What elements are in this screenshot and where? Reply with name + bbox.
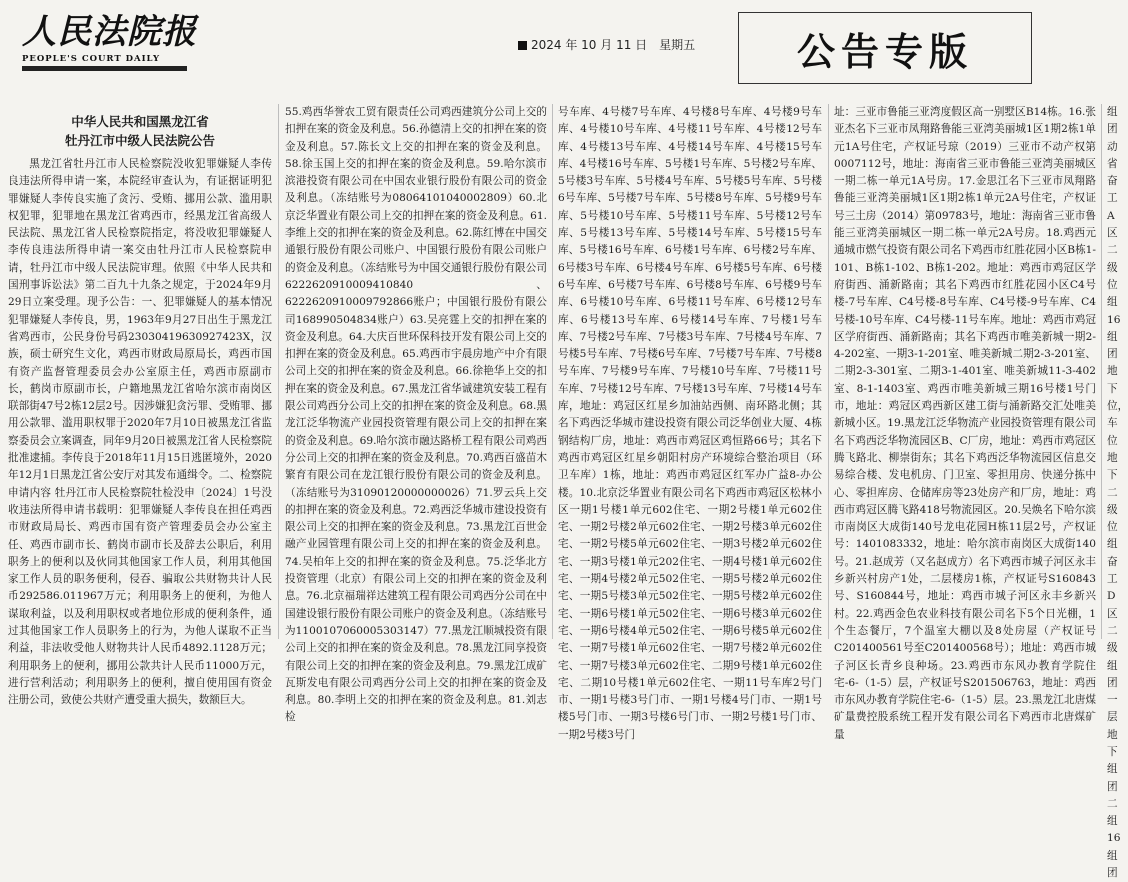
notice-title <box>8 112 272 150</box>
column-5-text: 组团动省奋工A区二级位组16组团地下位，车位地下二级位组奋工D区二级组团一层地下组团二组16组团 <box>1107 106 1128 880</box>
column-5 <box>1107 104 1128 880</box>
column-divider <box>1101 104 1102 639</box>
column-2 <box>285 104 547 724</box>
column-2-text: 55.鸡西华誉农工贸有限责任公司鸡西建筑分公司上交的扣押在案的资金及利息。56.孙德清上交的扣押在案的资金及利息。57.陈长文上交的扣押在案的资金及利息。58.徐玉国上交的扣押在案的资金及利息。59.哈尔滨市滨港投资有限公司在中国农业银行股份有限公司的资金及利息。（冻结账号为08064101040002809）60.北京泛华置业有限公司上交的扣押在案的资金及利息。61.李维上交的扣押在案的资金及利息。62.陈红博在中国交通银行股份有限公司账户、中国银行股份有限公司账户的资金及利息。（冻结账号为中国交通银行股份有限公司6222620910009410840、6222620910009792866账户；中国银行股份有限公司168990504834账户）63.吴亮霆上交的扣押在案的资金及利息。64.大庆百世环保科技开发有限公司上交的扣押在案的资金及利息。65.鸡西市宇晨房地产中介有限公司上交的扣押在案的资金及利息。66.徐艳华上交的扣押在案的资金及利息。67.黑龙江省华诚建筑安装工程有限公司鸡西分公司上交的扣押在案的资金及利息。68.黑龙江泛华物流产业园投资管理有限公司上交的扣押在案的资金及利息。69.哈尔滨市融达路桥工程有限公司鸡西分公司上交的扣押在案的资金及利息。70.鸡西百盛苗木繁育有限公司在龙江银行股份有限公司的资金及利息。（冻结账号为31090120000000026）71.罗云兵上交的扣押在案的资金及利息。72.鸡西泛华城市建设投资有限公司上交的扣押在案的资金及利息。73.黑龙江百世金融产业园管理有限公司上交的扣押在案的资金及利息。74.吴柏年上交的扣押在案的资金及利息。75.泛华北方投资管理（北京）有限公司上交的扣押在案的资金及利息。76.北京福瑞祥达建筑工程有限公司鸡西分公司在中国建设银行股份有限公司账户的资金及利息。（冻结账号为110010706000530314​7）77.黑龙江顺城投资有限公司上交的扣押在案的资金及利息。78.黑龙江同享投资有限公司上交的扣押在案的资金及利息。79.黑龙江成矿瓦斯发电有限公司鸡西分公司上交的扣押在案的资金及利息。80.李明上交的扣押在案的资金及利息。81.刘志检 <box>285 106 547 724</box>
column-divider <box>552 104 553 639</box>
square-bullet-icon <box>518 41 527 50</box>
article-columns <box>0 104 1128 880</box>
notice-title-line2: 牡丹江市中级人民法院公告 <box>64 133 215 148</box>
column-divider <box>278 104 279 639</box>
notice-title-line1: 中华人民共和国黑龙江省 <box>71 114 209 129</box>
column-1 <box>8 104 272 707</box>
column-4-text: 址：三亚市鲁能三亚湾度假区高一别墅区B14栋。16.张亚杰名下三亚市凤翔路鲁能三亚湾美丽城1区1期2栋1单元1A号住宅，产权证号琼（2019）三亚市不动产权第0007112号，地址：海南省三亚市鲁能三亚湾美丽城区一期二栋一单元1A号房。17.金思江名下三亚市凤翔路鲁能三亚湾美丽城1区1期2栋1单元2A号住宅，产权证号三土房（2014）第09783号，地址：海南省三亚市鲁能三亚湾美丽城区一期二栋一单元2A号房。18.鸡西元通城市燃气投资有限公司名下鸡西市红胜花园小区B栋1-101、B栋1-102、B栋1-202。地址：鸡西市鸡冠区学府街西、涌新路南；其名下鸡西市红胜花园小区C4号楼-7号车库、C4号楼-8号车库、C4号楼-9号车库、C4号楼-10号车库、C4号楼-11号车库。地址：鸡西市鸡冠区学府街西、涌新路南；其名下鸡西市唯美新城一期2-4-202室、一期3-1-201室、唯美新城二期2-3-201室、二期2-3-301室、二期3-1-401室、唯美新城11-3-402室、8-1-1403室、鸡西市唯美新城三期16号楼1号门市，地址：鸡冠区鸡西新区建工街与涌新路交汇处唯美新城小区。19.黑龙江泛华物流产业园投资管理有限公司名下鸡西泛华物流园区B、C厂房，地址：鸡西市鸡冠区腾飞路北、柳崇街东；其名下鸡西泛华物流园区信息交易综合楼、发电机房、门卫室、零担用房、快递分拣中心、零担库房、仓储库房等23处房产和厂房，地址：鸡西市鸡冠区腾飞路418号物流园区。20.吴焕名下哈尔滨市南岗区大成街140号龙电花园H栋11层2号，产权证号：1401083332，地址：哈尔滨市南岗区大成街140号。21.赵成芳（又名赵成方）名下鸡西市城子河区永丰乡新兴村房产1处，二层楼房1栋，产权证号S160843号、S160844号，地址：鸡西市城子河区永丰乡新兴村。22.鸡西金色农业科技有限公司名下5个日光棚，1个生态餐厅，7个温室大棚以及8处房屋（产权证号C201400561号至C201400568号）；地址：鸡西市城子河区长青乡良种场。23.鸡西市东风办教育学院住宅-6-（1-5）层，产权证号S201506763，地址：鸡西市东风办教育学院住宅-6-（1-5）层。23.黑龙江北唐煤矿量费控股系统工程开发有限公司名下鸡西市北唐煤矿量 <box>834 106 1096 741</box>
newspaper-logo <box>22 12 197 76</box>
logo-underline <box>22 66 187 71</box>
column-divider <box>828 104 829 639</box>
logo-chinese: 人民法院报 <box>22 12 197 52</box>
section-banner <box>738 12 1032 84</box>
masthead <box>0 0 1125 100</box>
notice-body: 黑龙江省牡丹江市人民检察院没收犯罪嫌疑人李传良违法所得申请一案，本院经审查认为，有证据证明犯罪嫌疑人李传良实施了贪污、受贿、挪用公款、滥用职权犯罪，犯罪地在黑龙江省鸡西市，经黑龙江省高级人民法院、黑龙江省人民检察院指定，将没收犯罪嫌疑人李传良违法所得申请一案交由牡丹江市人民检察院申请，牡丹江市中级人民法院审理。依照《中华人民共和国刑事诉讼法》第二百九十九条之规定，于2024年9月29日立案受理。现予公告：一、犯罪嫌疑人的基本情况 犯罪嫌疑人李传良，男，1963年9月27日出生于黑龙江省鸡西市，公民身份号码23030419630927423X，汉族，硕士研究生文化，鸡西市财政局原局长，鸡西市国有资产监督管理委员会办公室原主任，鸡西市原副市长，鹤岗市原副市长，户籍地黑龙江省哈尔滨市南岗区联部街47号2栋12层2号。因涉嫌犯贪污罪、受贿罪、挪用公款罪、滥用职权罪于2020年7月10日被黑龙江省监察委员会立案调查，同年9月20日被黑龙江省人民检察院批准逮捕。李传良于2018年11月15日逃匿境外，2020年12月1日黑龙江省公安厅对其发布通缉令。二、检察院申请内容 牡丹江市人民检察院牡检没申〔2024〕1号没收违法所得申请书载明：犯罪嫌疑人李传良在担任鸡西市财政局局长、鸡西市国有资产管理委员会办公室主任、鸡西市副市长、鹤岗市副市长及辞去公职后，利用职务上的便利以及伙同其他国家工作人员，利用其他国家工作人员的职务便利，侵吞、骗取公共财物共计人民币292586.011967万元；利用职务上的便利，为他人谋取利益，以及利用职权或者地位形成的便利条件，通过其他国家工作人员职务上的行为，为他人谋取不正当利益，非法收受他人财物共计人民币4892.1128万元；利用职务上的便利，挪用公款共计人民币11000万元，进行营利活动；利用职务上的便利，擅自使用国有资金注册公司，致使公共财产遭受重大损失，数额巨大。 <box>8 158 272 707</box>
column-3 <box>558 104 822 741</box>
logo-english: PEOPLE'S COURT DAILY <box>22 54 161 64</box>
issue-date <box>518 36 695 53</box>
section-title: 公告专版 <box>796 28 973 74</box>
issue-date-text: 2024 年 10 月 11 日 星期五 <box>531 38 696 52</box>
column-4 <box>834 104 1096 741</box>
column-3-text: 号车库、4号楼7号车库、4号楼8号车库、4号楼9号车库、4号楼10号车库、4号楼11号车库、4号楼12号车库、4号楼13号车库、4号楼14号车库、4号楼15号车库、4号楼16号车库、5号楼1号车库、5号楼2号车库、5号楼3号车库、5号楼4号车库、5号楼5号车库、5号楼6号车库、5号楼7号车库、5号楼8号车库、5号楼9号车库、5号楼10号车库、5号楼11号车库、5号楼12号车库、5号楼13号车库、5号楼14号车库、5号楼15号车库、5号楼16号车库、6号楼1号车库、6号楼2号车库、6号楼3号车库、6号楼4号车库、6号楼5号车库、6号楼6号车库、6号楼7号车库、6号楼8号车库、6号楼9号车库、6号楼10号车库、6号楼11号车库、6号楼12号车库、6号楼13号车库、6号楼14号车库、7号楼1号车库、7号楼2号车库、7号楼3号车库、7号楼4号车库、7号楼5号车库、7号楼6号车库、7号楼7号车库、7号楼8号车库、7号楼9号车库、7号楼10号车库、7号楼11号车库、7号楼12号车库、7号楼13号车库、7号楼14号车库，地址：鸡冠区红星乡加油站西侧、南环路北侧；其名下鸡西泛华城市建设投资有限公司泛华创业大厦、4栋钢结构厂房，地址：鸡西市鸡冠区鸡恒路66号；其名下鸡西市鸡冠区红星乡朝阳村房产环境综合整治项目（环卫车库）1栋，地址：鸡西市鸡冠区红军办广益8-办公楼。10.北京泛华置业有限公司名下鸡西市鸡冠区松林小区一期1号楼1单元602住宅、一期2号楼1单元602住宅、一期2号楼2单元602住宅、一期2号楼3单元602住宅、一期2号楼5单元602住宅、一期3号楼2单元602住宅、一期3号楼1单元202住宅、一期4号楼1单元602住宅、一期4号楼2单元502住宅、一期5号楼2单元602住宅、一期5号楼3单元502住宅、一期5号楼2单元602住宅、一期6号楼1单元502住宅、一期6号楼3单元602住宅、一期6号楼4单元502住宅、一期6号楼5单元602住宅、一期7号楼1单元602住宅、一期7号楼2单元602住宅、一期7号楼3单元602住宅、二期9号楼1单元602住宅、二期10号楼1单元602住宅、一期11号车库2号门市、一期1号楼3号门市、一期1号楼4号门市、一期1号楼5号门市、一期3号楼6号门市、一期2号楼1号门市、一期2号楼3号门 <box>558 106 822 741</box>
